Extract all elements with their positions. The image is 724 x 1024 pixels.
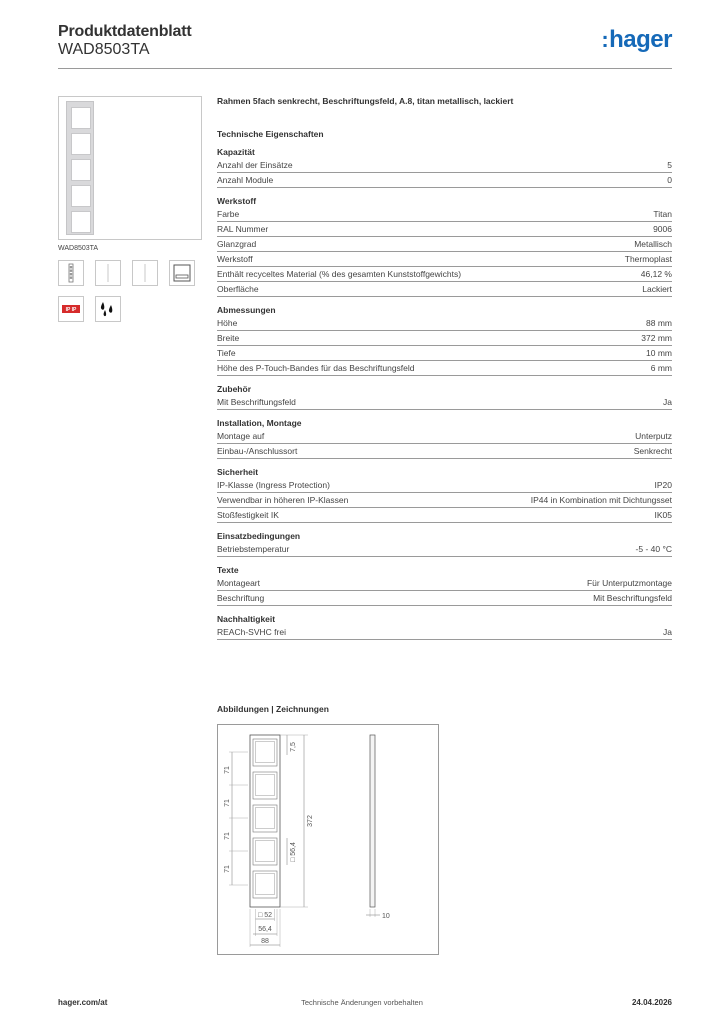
property-row	[217, 395, 672, 410]
dim-71-d: 71	[224, 865, 231, 873]
dim-71-a: 71	[224, 766, 231, 774]
thumbnail-frame-side[interactable]	[95, 260, 121, 286]
property-group	[217, 531, 672, 557]
ip-rating-icon	[59, 297, 83, 321]
dim-52: □ 52	[258, 912, 272, 919]
group-title: Nachhaltigkeit	[217, 614, 276, 624]
group-title: Installation, Montage	[217, 418, 302, 428]
property-label: Farbe	[217, 209, 240, 219]
logo-dots-icon: :	[601, 27, 609, 52]
property-group	[217, 147, 672, 188]
property-label: Anzahl Module	[217, 175, 274, 185]
drawing-title: Abbildungen | Zeichnungen	[217, 704, 329, 714]
property-row	[217, 222, 672, 237]
property-row	[217, 173, 672, 188]
property-value: 10 mm	[646, 348, 672, 358]
property-value: Titan	[653, 209, 672, 219]
frame-front-icon	[59, 261, 83, 285]
header-divider	[58, 68, 672, 69]
property-value: 372 mm	[641, 333, 672, 343]
frame-window	[71, 159, 91, 181]
page-header	[58, 20, 672, 68]
technical-drawing	[217, 724, 439, 955]
property-value: Metallisch	[634, 239, 672, 249]
property-row	[217, 346, 672, 361]
property-row	[217, 429, 672, 444]
group-title: Sicherheit	[217, 467, 259, 477]
property-value: 6 mm	[650, 363, 672, 373]
dim-7-5: 7,5	[290, 742, 297, 752]
property-value: IP20	[654, 480, 672, 490]
property-group	[217, 614, 672, 640]
property-row	[217, 508, 672, 523]
product-code: WAD8503TA	[58, 41, 150, 58]
property-label: IP-Klasse (Ingress Protection)	[217, 480, 330, 490]
property-label: Verwendbar in höheren IP-Klassen	[217, 495, 349, 505]
footer-note: Technische Änderungen vorbehalten	[301, 998, 423, 1007]
ip-badge-text: IP IP	[65, 307, 77, 313]
property-value: Thermoplast	[624, 254, 672, 264]
property-row	[217, 361, 672, 376]
property-row	[217, 252, 672, 267]
property-label: Mit Beschriftungsfeld	[217, 397, 296, 407]
property-value: 5	[667, 160, 672, 170]
property-label: RAL Nummer	[217, 224, 269, 234]
property-value: Ja	[663, 627, 672, 637]
dim-10: 10	[382, 913, 390, 920]
property-value: Lackiert	[642, 284, 672, 294]
property-label: Enthält recyceltes Material (% des gesamten Kunststoffgewichts)	[217, 269, 462, 279]
property-label: Stoßfestigkeit IK	[217, 510, 279, 520]
hager-logo	[601, 26, 672, 54]
property-row	[217, 267, 672, 282]
property-label: Anzahl der Einsätze	[217, 160, 293, 170]
group-title: Texte	[217, 565, 239, 575]
group-title: Einsatzbedingungen	[217, 531, 301, 541]
dim-71-b: 71	[224, 799, 231, 807]
frame-side-view	[370, 735, 375, 907]
property-row	[217, 591, 672, 606]
property-group	[217, 384, 672, 410]
property-label: Werkstoff	[217, 254, 253, 264]
footer-website[interactable]: hager.com/at	[58, 998, 108, 1007]
property-value: Ja	[663, 397, 672, 407]
footer-date: 24.04.2026	[631, 998, 672, 1007]
thumbnail-frame-back[interactable]	[132, 260, 158, 286]
ip-rating-badge	[58, 296, 84, 322]
group-title: Werkstoff	[217, 196, 257, 206]
frame-outline	[250, 735, 280, 907]
group-title: Zubehör	[217, 384, 251, 394]
thumbnail-row	[58, 260, 202, 286]
property-label: Beschriftung	[217, 593, 265, 603]
property-row	[217, 576, 672, 591]
group-title: Abmessungen	[217, 305, 276, 315]
thumbnail-frame-front[interactable]	[58, 260, 84, 286]
frame-side-icon	[96, 261, 120, 285]
property-value: 9006	[653, 224, 672, 234]
frame-window	[71, 107, 91, 129]
thumbnail-label-field[interactable]	[169, 260, 195, 286]
dim-372: 372	[307, 815, 314, 827]
property-value: Unterputz	[635, 431, 672, 441]
property-row	[217, 282, 672, 297]
dim-56-4-vertical: □ 56,4	[290, 842, 297, 862]
product-description: Rahmen 5fach senkrecht, Beschriftungsfeld, A.8, titan metallisch, lackiert	[217, 96, 514, 106]
dim-56-4-horizontal: 56,4	[258, 926, 272, 933]
property-row	[217, 625, 672, 640]
property-label: Höhe des P-Touch-Bandes für das Beschriftungsfeld	[217, 363, 415, 373]
property-label: Montage auf	[217, 431, 265, 441]
property-row	[217, 237, 672, 252]
property-label: Oberfläche	[217, 284, 259, 294]
property-row	[217, 331, 672, 346]
property-row	[217, 493, 672, 508]
label-field-icon	[170, 261, 194, 285]
tech-heading: Technische Eigenschaften	[217, 129, 324, 139]
document-title: Produktdatenblatt	[58, 23, 192, 40]
left-column	[58, 96, 202, 322]
property-row	[217, 158, 672, 173]
property-value: IK05	[654, 510, 672, 520]
property-row	[217, 207, 672, 222]
frame-back-icon	[133, 261, 157, 285]
property-label: Montageart	[217, 578, 260, 588]
property-label: Höhe	[217, 318, 238, 328]
property-row	[217, 316, 672, 331]
frame-window	[71, 185, 91, 207]
dim-88: 88	[261, 938, 269, 945]
property-label: REACh-SVHC frei	[217, 627, 286, 637]
property-value: Senkrecht	[633, 446, 672, 456]
dim-71-c: 71	[224, 832, 231, 840]
property-label: Tiefe	[217, 348, 236, 358]
property-value: 46,12 %	[640, 269, 672, 279]
property-group	[217, 565, 672, 606]
property-label: Glanzgrad	[217, 239, 257, 249]
property-row	[217, 444, 672, 459]
image-caption: WAD8503TA	[58, 245, 99, 252]
dimension-drawing	[218, 725, 438, 954]
main-content	[217, 96, 672, 640]
property-groups	[217, 147, 672, 640]
property-value: 88 mm	[646, 318, 672, 328]
property-group	[217, 305, 672, 376]
property-label: Breite	[217, 333, 240, 343]
frame-illustration	[66, 101, 94, 235]
property-label: Betriebstemperatur	[217, 544, 290, 554]
water-drops-badge	[95, 296, 121, 322]
frame-window	[71, 211, 91, 233]
frame-window	[71, 133, 91, 155]
product-image	[58, 96, 202, 240]
badge-row	[58, 296, 202, 322]
property-value: IP44 in Kombination mit Dichtungsset	[530, 495, 672, 505]
water-drops-icon	[96, 297, 120, 321]
property-value: -5 - 40 °C	[635, 544, 672, 554]
property-label: Einbau-/Anschlussort	[217, 446, 298, 456]
logo-text: hager	[609, 26, 672, 53]
property-value: Für Unterputzmontage	[586, 578, 672, 588]
property-row	[217, 478, 672, 493]
property-row	[217, 542, 672, 557]
group-title: Kapazität	[217, 147, 255, 157]
property-value: 0	[667, 175, 672, 185]
property-group	[217, 418, 672, 459]
property-value: Mit Beschriftungsfeld	[593, 593, 672, 603]
property-group	[217, 196, 672, 297]
property-group	[217, 467, 672, 523]
